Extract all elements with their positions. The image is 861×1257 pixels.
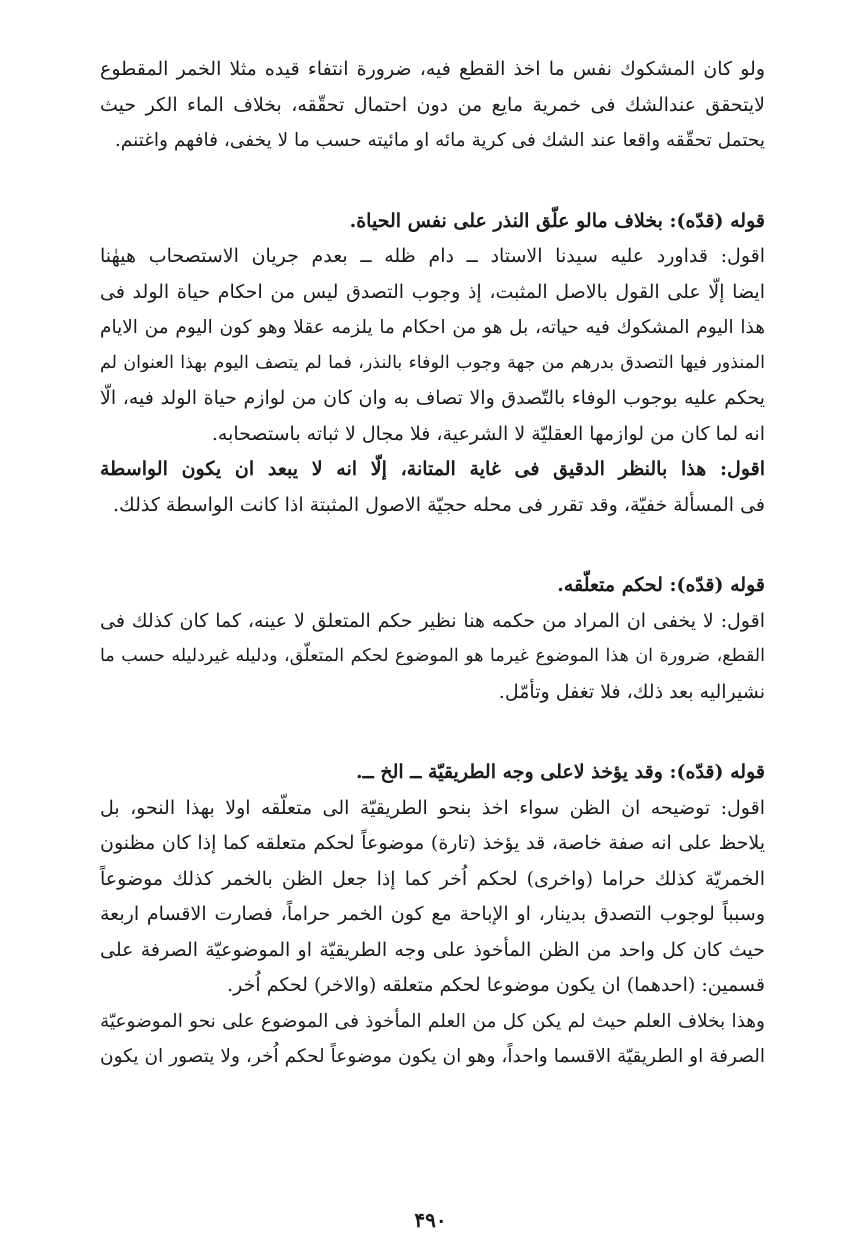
section-hayat [100, 204, 765, 453]
text-line: لايتحقق عندالشك فى خمرية مايع من دون احتمال تحقّقه، بخلاف الماء الكر حيث [100, 93, 765, 116]
text-line: اقول: لا يخفى ان المراد من حكمه هنا نظير حكم المتعلق لا عينه، كما كان كذلك فى [100, 609, 765, 632]
text-line: هذا اليوم المشكوك فيه حياته، بل هو من احكام ما يلزمه عقلا وهو كون اليوم من الايام [100, 317, 765, 338]
text-line: يحتمل تحقّقه واقعا عند الشك فى كرية مائه او مائيته حسب ما لا يخفى، فافهم واغتنم. [114, 130, 765, 151]
text-line: حيث كان كل واحد من الظن المأخوذ على وجه الطريقيّة او الموضوعيّة الصرفة على [100, 938, 765, 961]
text-line: فى المسألة خفيّة، وقد تقرر فى محله حجيّة الاصول المثبتة اذا كانت الواسطة كذلك. [113, 493, 765, 516]
text-line: ايضا إلّا على القول بالاصل المثبت، إذ وجوب التصدق ليس من احكام حياة الولد فى [100, 280, 765, 303]
section-heading: قوله (قدّه): وقد يؤخذ لاعلى وجه الطريقيّة ــ الخ ــ. [355, 761, 765, 783]
text-line: قسمين: (احدهما) ان يكون موضوعا لحكم متعلقه (والاخر) لحكم اُخر. [227, 974, 765, 996]
paragraph-reply [100, 452, 765, 523]
section-tariqiyya [100, 755, 765, 1075]
section-heading: قوله (قدّه): بخلاف مالو علّق النذر على نفس الحياة. [349, 209, 765, 232]
text-line: اقول: قداورد عليه سيدنا الاستاد ــ دام ظله ــ بعدم جريان الاستصحاب هيهٰنا [100, 245, 765, 267]
text-line-bold: اقول: هذا بالنظر الدقيق فى غاية المتانة، إلّا انه لا يبعد ان يكون الواسطة [100, 458, 765, 480]
text-line: ولو كان المشكوك نفس ما اخذ القطع فيه، ضرورة انتفاء قيده مثلا الخمر المقطوع [100, 58, 765, 80]
page-number: ۴۹۰ [414, 1208, 447, 1232]
text-line: انه لما كان من لوازمها العقليّة لا الشرعية، فلا مجال لا ثباته باستصحابه. [211, 422, 765, 445]
paragraph-intro [100, 52, 765, 159]
text-line: يلاحظ على انه صفة خاصة، قد يؤخذ (تارة) موضوعاً لحكم متعلقه كما إذا كان مظنون [100, 832, 765, 854]
text-line: وسبباً لوجوب التصدق بدينار، او الإباحة مع كون الخمر حراماً، فصارت الاقسام اربعة [100, 903, 765, 925]
text-line: وهذا بخلاف العلم حيث لم يكن كل من العلم المأخوذ فى الموضوع على نحو الموضوعيّة [100, 1010, 765, 1032]
text-line: نشيراليه بعد ذلك، فلا تغفل وتأمّل. [498, 680, 765, 703]
text-line: اقول: توضيحه ان الظن سواء اخذ بنحو الطريقيّة الى متعلّقه اولا بهذا النحو، بل [100, 796, 765, 819]
section-hukm [100, 568, 765, 710]
text-line: الخمريّة كذلك حراما (واخرى) لحكم اُخر كما إذا جعل الظن بالخمر كذلك موضوعاً [100, 867, 765, 890]
text-line: القطع، ضرورة ان هذا الموضوع غيرما هو الموضوع لحكم المتعلّق، ودليله غيردليله حسب ما [100, 646, 765, 666]
section-heading: قوله (قدّه): لحكم متعلّقه. [557, 574, 765, 596]
text-line: المنذور فيها التصدق بدرهم من جهة وجوب الوفاء بالنذر، فما لم يتصف اليوم بهذا العنوان لم [100, 352, 765, 373]
text-line: يحكم عليه بوجوب الوفاء بالتّصدق والا تصاف به وان كان من لوازم حياة الولد فيه، الّا [100, 387, 765, 409]
text-line: الصرفة او الطريقيّة الاقسما واحداً، وهو ان يكون موضوعاً لحكم اُخر، ولا يتصور ان يكون [100, 1046, 765, 1067]
